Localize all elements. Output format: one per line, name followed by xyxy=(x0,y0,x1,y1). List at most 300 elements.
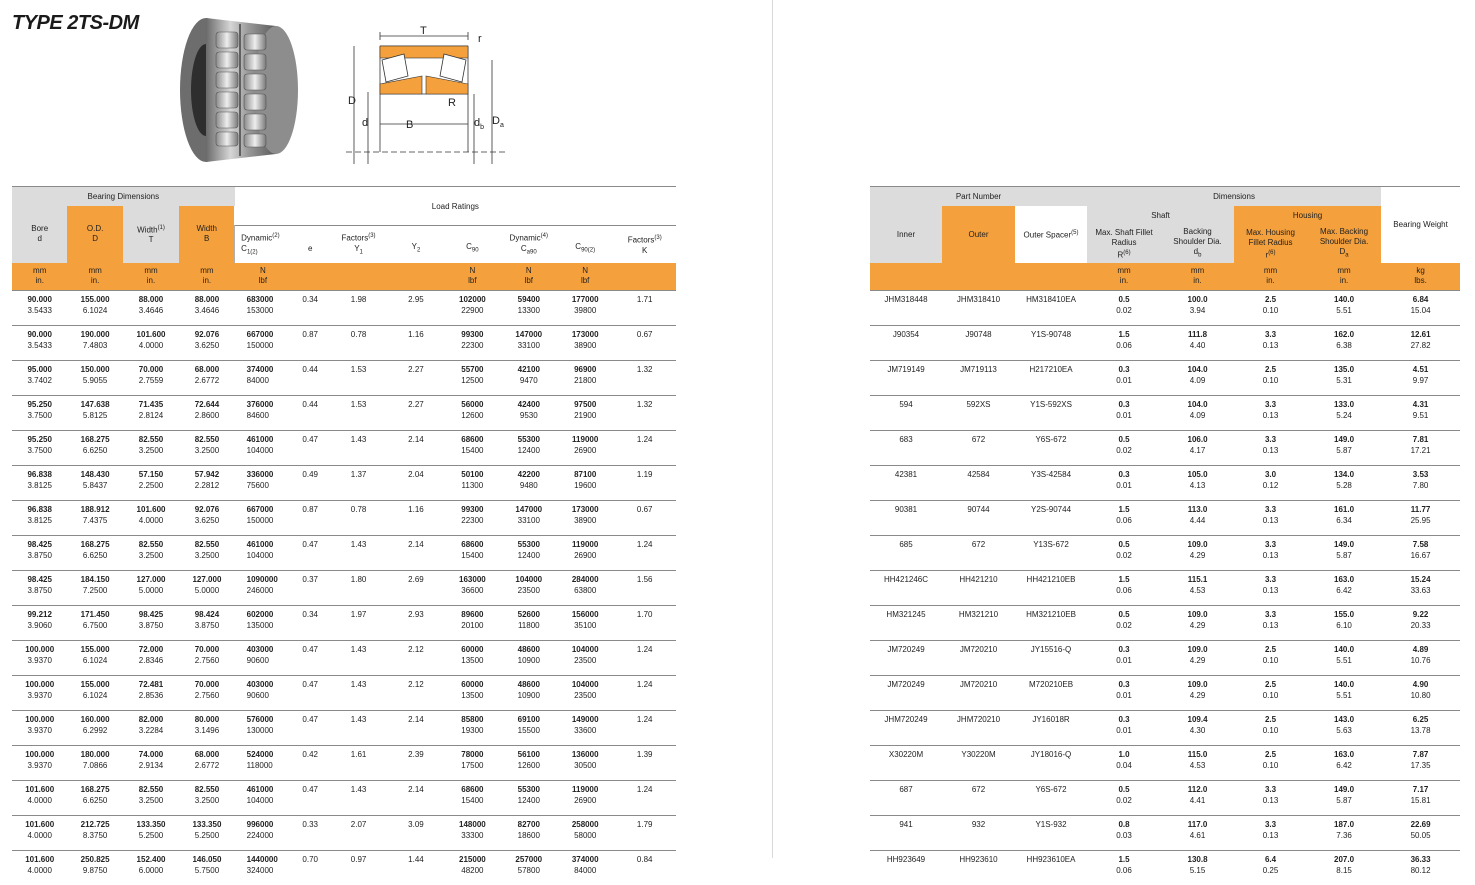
cell-t: 88.000 3.4646 xyxy=(123,290,179,325)
cell-c1: 667000 150000 xyxy=(235,325,291,360)
cell-r: 3.0 0.12 xyxy=(1234,465,1307,500)
cell-k: 1.19 xyxy=(613,465,676,500)
cell-bore: 90.000 3.5433 xyxy=(12,290,67,325)
cell-c1: 996000 224000 xyxy=(235,815,291,850)
cell-c90: 60000 13500 xyxy=(444,640,500,675)
cell-t: 57.150 2.2500 xyxy=(123,465,179,500)
cell-k: 0.84 xyxy=(613,850,676,885)
bearing-photo xyxy=(176,14,304,166)
col-width-t: Width$^{(1)}$ T xyxy=(123,206,179,263)
cell-c902: 173000 38900 xyxy=(557,325,613,360)
table-row xyxy=(870,815,1460,850)
cell-y1: 1.43 xyxy=(329,640,387,675)
cell-k: 0.67 xyxy=(613,500,676,535)
cell-bore: 101.600 4.0000 xyxy=(12,780,67,815)
table-row xyxy=(12,360,676,395)
cell-r: 1.5 0.06 xyxy=(1087,500,1161,535)
cell-ca90: 42100 9470 xyxy=(501,360,557,395)
cell-r: 0.5 0.02 xyxy=(1087,535,1161,570)
cell-e: 0.47 xyxy=(291,780,329,815)
cell-r: 0.5 0.02 xyxy=(1087,605,1161,640)
cell-y2: 3.09 xyxy=(388,815,444,850)
table-row xyxy=(870,570,1460,605)
cell-outer: 592XS xyxy=(942,395,1015,430)
cell-r: 2.5 0.10 xyxy=(1234,640,1307,675)
table-row xyxy=(870,605,1460,640)
cell-e: 0.44 xyxy=(291,395,329,430)
cell-r: 0.3 0.01 xyxy=(1087,675,1161,710)
cell-k: 1.24 xyxy=(613,710,676,745)
cell-y2: 2.12 xyxy=(388,640,444,675)
cell-c902: 104000 23500 xyxy=(557,675,613,710)
cell-c90: 102000 22900 xyxy=(444,290,500,325)
cell-r: 0.5 0.02 xyxy=(1087,780,1161,815)
cell-c1: 667000 150000 xyxy=(235,500,291,535)
cell-outer: 90744 xyxy=(942,500,1015,535)
bearing-cross-section-diagram xyxy=(346,24,510,166)
cell-e: 0.70 xyxy=(291,850,329,885)
table-row xyxy=(12,815,676,850)
col-outer: Outer xyxy=(942,206,1015,263)
cell-e: 0.47 xyxy=(291,675,329,710)
cell-y2: 2.39 xyxy=(388,745,444,780)
cell-inner: 683 xyxy=(870,430,942,465)
cell-y2: 2.93 xyxy=(388,605,444,640)
cell-db: 106.0 4.17 xyxy=(1161,430,1234,465)
cell-da: 163.0 6.42 xyxy=(1307,570,1381,605)
cell-k: 1.39 xyxy=(613,745,676,780)
cell-y2: 1.16 xyxy=(388,325,444,360)
cell-bore: 95.250 3.7500 xyxy=(12,395,67,430)
cell-outer: 672 xyxy=(942,780,1015,815)
cell-k: 1.56 xyxy=(613,570,676,605)
cell-b: 72.644 2.8600 xyxy=(179,395,234,430)
cell-r: 0.3 0.01 xyxy=(1087,465,1161,500)
cell-y2: 2.04 xyxy=(388,465,444,500)
cell-inner: JM720249 xyxy=(870,640,942,675)
cell-e: 0.37 xyxy=(291,570,329,605)
cell-y1: 1.43 xyxy=(329,710,387,745)
cell-r: 0.3 0.01 xyxy=(1087,710,1161,745)
table-row xyxy=(870,500,1460,535)
cell-inner: J90354 xyxy=(870,325,942,360)
cell-t: 70.000 2.7559 xyxy=(123,360,179,395)
cell-r: 0.5 0.02 xyxy=(1087,290,1161,325)
cell-c902: 119000 26900 xyxy=(557,430,613,465)
cell-inner: 90381 xyxy=(870,500,942,535)
cell-t: 152.400 6.0000 xyxy=(123,850,179,885)
cell-outer: JHM720210 xyxy=(942,710,1015,745)
cell-w: 11.77 25.95 xyxy=(1381,500,1460,535)
table-row xyxy=(870,465,1460,500)
cell-da: 149.0 5.87 xyxy=(1307,535,1381,570)
cell-k: 1.24 xyxy=(613,780,676,815)
cell-b: 68.000 2.6772 xyxy=(179,745,234,780)
cell-bore: 100.000 3.9370 xyxy=(12,675,67,710)
cell-y2: 1.16 xyxy=(388,500,444,535)
cell-od: 184.150 7.2500 xyxy=(67,570,122,605)
cell-c90: 68600 15400 xyxy=(444,780,500,815)
cell-y1: 0.97 xyxy=(329,850,387,885)
cell-inner: 42381 xyxy=(870,465,942,500)
cell-c1: 374000 84000 xyxy=(235,360,291,395)
cell-e: 0.33 xyxy=(291,815,329,850)
cell-e: 0.47 xyxy=(291,640,329,675)
cell-c90: 148000 33300 xyxy=(444,815,500,850)
col-max-housing-fillet-radius: Max. Housing Fillet Radius $r^{(6)}$ xyxy=(1234,226,1307,263)
cell-outer: JHM318410 xyxy=(942,290,1015,325)
table-row xyxy=(12,395,676,430)
cell-inner: 685 xyxy=(870,535,942,570)
cell-w: 4.89 10.76 xyxy=(1381,640,1460,675)
cell-od: 168.275 6.6250 xyxy=(67,780,122,815)
cell-bore: 100.000 3.9370 xyxy=(12,640,67,675)
cell-c902: 284000 63800 xyxy=(557,570,613,605)
cell-t: 101.600 4.0000 xyxy=(123,325,179,360)
cell-c902: 258000 58000 xyxy=(557,815,613,850)
cell-y1: 1.98 xyxy=(329,290,387,325)
cell-r: 3.3 0.13 xyxy=(1234,430,1307,465)
cell-da: 187.0 7.36 xyxy=(1307,815,1381,850)
cell-od: 148.430 5.8437 xyxy=(67,465,122,500)
cell-c902: 173000 38900 xyxy=(557,500,613,535)
cell-r: 2.5 0.10 xyxy=(1234,710,1307,745)
cell-inner: JHM318448 xyxy=(870,290,942,325)
cell-t: 82.550 3.2500 xyxy=(123,535,179,570)
cell-e: 0.47 xyxy=(291,710,329,745)
cell-c902: 177000 39800 xyxy=(557,290,613,325)
cell-ca90: 147000 33100 xyxy=(501,500,557,535)
cell-e: 0.42 xyxy=(291,745,329,780)
cell-r: 0.8 0.03 xyxy=(1087,815,1161,850)
cell-db: 109.0 4.29 xyxy=(1161,535,1234,570)
cell-k: 1.32 xyxy=(613,395,676,430)
cell-w: 9.22 20.33 xyxy=(1381,605,1460,640)
cell-w: 7.81 17.21 xyxy=(1381,430,1460,465)
cell-t: 133.350 5.2500 xyxy=(123,815,179,850)
cell-c90: 85800 19300 xyxy=(444,710,500,745)
group-housing: Housing xyxy=(1234,206,1381,226)
cell-c1: 461000 104000 xyxy=(235,430,291,465)
table-row xyxy=(870,675,1460,710)
cell-db: 112.0 4.41 xyxy=(1161,780,1234,815)
table-row xyxy=(12,780,676,815)
cell-bore: 98.425 3.8750 xyxy=(12,570,67,605)
table-row xyxy=(870,395,1460,430)
cell-e: 0.47 xyxy=(291,430,329,465)
cell-r: 3.3 0.13 xyxy=(1234,605,1307,640)
cell-w: 12.61 27.82 xyxy=(1381,325,1460,360)
col-max-shaft-fillet-radius: Max. Shaft Fillet Radius $R^{(6)}$ xyxy=(1087,226,1161,263)
cell-b: 82.550 3.2500 xyxy=(179,535,234,570)
cell-da: 162.0 6.38 xyxy=(1307,325,1381,360)
cell-inner: HH421246C xyxy=(870,570,942,605)
cell-e: 0.87 xyxy=(291,500,329,535)
table-row xyxy=(12,325,676,360)
cell-y2: 2.14 xyxy=(388,780,444,815)
cell-db: 109.4 4.30 xyxy=(1161,710,1234,745)
cell-c902: 136000 30500 xyxy=(557,745,613,780)
cell-db: 109.0 4.29 xyxy=(1161,605,1234,640)
cell-y1: 1.97 xyxy=(329,605,387,640)
cell-y2: 2.27 xyxy=(388,395,444,430)
cell-ca90: 104000 23500 xyxy=(501,570,557,605)
cell-od: 168.275 6.6250 xyxy=(67,535,122,570)
cell-t: 82.000 3.2284 xyxy=(123,710,179,745)
cell-r: 3.3 0.13 xyxy=(1234,535,1307,570)
cell-c90: 163000 36600 xyxy=(444,570,500,605)
cell-outer: HH421210 xyxy=(942,570,1015,605)
cell-da: 133.0 5.24 xyxy=(1307,395,1381,430)
cell-inner: 687 xyxy=(870,780,942,815)
cell-bore: 100.000 3.9370 xyxy=(12,745,67,780)
cell-db: 115.0 4.53 xyxy=(1161,745,1234,780)
col-backing-shoulder-dia: Backing Shoulder Dia. $d_b$ xyxy=(1161,226,1234,263)
diagram-label-d-outer: D xyxy=(348,95,356,107)
cell-od: 180.000 7.0866 xyxy=(67,745,122,780)
cell-b: 98.424 3.8750 xyxy=(179,605,234,640)
cell-r: 1.5 0.06 xyxy=(1087,325,1161,360)
group-load-ratings: Load Ratings xyxy=(431,201,479,211)
cell-e: 0.49 xyxy=(291,465,329,500)
cell-c90: 68600 15400 xyxy=(444,430,500,465)
cell-c1: 524000 118000 xyxy=(235,745,291,780)
cell-k: 1.24 xyxy=(613,640,676,675)
cell-od: 171.450 6.7500 xyxy=(67,605,122,640)
cell-c1: 1090000 246000 xyxy=(235,570,291,605)
cell-ca90: 48600 10900 xyxy=(501,640,557,675)
table-row xyxy=(12,745,676,780)
cell-b: 82.550 3.2500 xyxy=(179,780,234,815)
cell-b: 146.050 5.7500 xyxy=(179,850,234,885)
cell-da: 161.0 6.34 xyxy=(1307,500,1381,535)
cell-od: 155.000 6.1024 xyxy=(67,640,122,675)
cell-b: 57.942 2.2812 xyxy=(179,465,234,500)
cell-od: 212.725 8.3750 xyxy=(67,815,122,850)
col-dynamic-c1: Dynamic$^{(2)}$ $C_{1(2)}$ xyxy=(235,226,291,263)
cell-k: 0.67 xyxy=(613,325,676,360)
cell-c902: 374000 84000 xyxy=(557,850,613,885)
cell-outer: 42584 xyxy=(942,465,1015,500)
table-row xyxy=(870,430,1460,465)
cell-w: 4.51 9.97 xyxy=(1381,360,1460,395)
cell-ca90: 55300 12400 xyxy=(501,780,557,815)
cell-y2: 2.14 xyxy=(388,535,444,570)
cell-w: 7.58 16.67 xyxy=(1381,535,1460,570)
cell-da: 143.0 5.63 xyxy=(1307,710,1381,745)
cell-inner: JM720249 xyxy=(870,675,942,710)
cell-y2: 2.69 xyxy=(388,570,444,605)
cell-r: 2.5 0.10 xyxy=(1234,675,1307,710)
cell-w: 6.25 13.78 xyxy=(1381,710,1460,745)
col-ca90: Dynamic$^{(4)}$ $C_{a90}$ xyxy=(509,233,549,256)
cell-b: 70.000 2.7560 xyxy=(179,640,234,675)
cell-y1: 1.53 xyxy=(329,360,387,395)
table-row xyxy=(870,360,1460,395)
col-k: Factors$^{(3)}$ K xyxy=(627,234,662,255)
cell-db: 113.0 4.44 xyxy=(1161,500,1234,535)
cell-r: 3.3 0.13 xyxy=(1234,815,1307,850)
cell-od: 250.825 9.8750 xyxy=(67,850,122,885)
cell-inner: HM321245 xyxy=(870,605,942,640)
cell-spacer: Y1S-932 xyxy=(1015,815,1087,850)
cell-inner: 594 xyxy=(870,395,942,430)
cell-da: 135.0 5.31 xyxy=(1307,360,1381,395)
cell-db: 100.0 3.94 xyxy=(1161,290,1234,325)
table-row xyxy=(870,850,1460,885)
col-bearing-weight: Bearing Weight xyxy=(1393,219,1448,229)
bearing-dimensions-load-ratings-table xyxy=(12,186,676,885)
cell-db: 105.0 4.13 xyxy=(1161,465,1234,500)
cell-y1: 1.37 xyxy=(329,465,387,500)
cell-y2: 2.27 xyxy=(388,360,444,395)
cell-c1: 403000 90600 xyxy=(235,640,291,675)
cell-w: 22.69 50.05 xyxy=(1381,815,1460,850)
cell-b: 80.000 3.1496 xyxy=(179,710,234,745)
cell-da: 134.0 5.28 xyxy=(1307,465,1381,500)
cell-b: 92.076 3.6250 xyxy=(179,500,234,535)
cell-outer: Y30220M xyxy=(942,745,1015,780)
cell-c902: 96900 21800 xyxy=(557,360,613,395)
cell-c902: 119000 26900 xyxy=(557,535,613,570)
cell-t: 82.550 3.2500 xyxy=(123,780,179,815)
cell-od: 160.000 6.2992 xyxy=(67,710,122,745)
diagram-label-r: r xyxy=(478,33,482,45)
cell-spacer: JY16018R xyxy=(1015,710,1087,745)
cell-y1: 0.78 xyxy=(329,500,387,535)
cell-e: 0.34 xyxy=(291,605,329,640)
cell-outer: JM720210 xyxy=(942,675,1015,710)
table-row xyxy=(12,605,676,640)
cell-c90: 99300 22300 xyxy=(444,500,500,535)
right-table-body xyxy=(870,290,1460,885)
cell-bore: 99.212 3.9060 xyxy=(12,605,67,640)
cell-spacer: Y6S-672 xyxy=(1015,430,1087,465)
cell-c90: 89600 20100 xyxy=(444,605,500,640)
table-row xyxy=(12,640,676,675)
cell-y1: 1.80 xyxy=(329,570,387,605)
cell-ca90: 42200 9480 xyxy=(501,465,557,500)
cell-r: 2.5 0.10 xyxy=(1234,360,1307,395)
cell-t: 72.481 2.8536 xyxy=(123,675,179,710)
cell-e: 0.47 xyxy=(291,535,329,570)
cell-e: 0.44 xyxy=(291,360,329,395)
cell-da: 149.0 5.87 xyxy=(1307,430,1381,465)
cell-r: 0.3 0.01 xyxy=(1087,360,1161,395)
cell-c1: 376000 84600 xyxy=(235,395,291,430)
cell-c1: 602000 135000 xyxy=(235,605,291,640)
cell-k: 1.24 xyxy=(613,535,676,570)
cell-w: 36.33 80.12 xyxy=(1381,850,1460,885)
diagram-label-r-upper: R xyxy=(448,97,456,109)
cell-ca90: 257000 57800 xyxy=(501,850,557,885)
table-row xyxy=(870,640,1460,675)
cell-ca90: 55300 12400 xyxy=(501,535,557,570)
cell-c902: 87100 19600 xyxy=(557,465,613,500)
cell-r: 2.5 0.10 xyxy=(1234,290,1307,325)
diagram-label-t: T xyxy=(420,25,427,37)
cell-k: 1.32 xyxy=(613,360,676,395)
col-od: O.D. D xyxy=(67,206,122,263)
group-shaft: Shaft xyxy=(1087,206,1234,226)
cell-r: 0.3 0.01 xyxy=(1087,395,1161,430)
cell-r: 3.3 0.13 xyxy=(1234,570,1307,605)
diagram-label-da: $D_a$ xyxy=(492,115,504,129)
cell-outer: HH923610 xyxy=(942,850,1015,885)
col-outer-spacer: Outer Spacer$^{(5)}$ xyxy=(1023,229,1079,240)
cell-c90: 56000 12600 xyxy=(444,395,500,430)
cell-w: 6.84 15.04 xyxy=(1381,290,1460,325)
cell-y1: 1.43 xyxy=(329,535,387,570)
cell-od: 168.275 6.6250 xyxy=(67,430,122,465)
table-row xyxy=(870,745,1460,780)
cell-spacer: JY15516-Q xyxy=(1015,640,1087,675)
cell-t: 127.000 5.0000 xyxy=(123,570,179,605)
cell-bore: 96.838 3.8125 xyxy=(12,500,67,535)
cell-c1: 1440000 324000 xyxy=(235,850,291,885)
table-row xyxy=(12,710,676,745)
cell-bore: 98.425 3.8750 xyxy=(12,535,67,570)
cell-k: 1.79 xyxy=(613,815,676,850)
cell-t: 71.435 2.8124 xyxy=(123,395,179,430)
col-bore: Bore d xyxy=(12,206,67,263)
cell-r: 3.3 0.13 xyxy=(1234,780,1307,815)
cell-bore: 100.000 3.9370 xyxy=(12,710,67,745)
cell-b: 70.000 2.7560 xyxy=(179,675,234,710)
cell-ca90: 56100 12600 xyxy=(501,745,557,780)
group-bearing-dimensions: Bearing Dimensions xyxy=(12,187,235,206)
cell-r: 0.5 0.02 xyxy=(1087,430,1161,465)
cell-w: 3.53 7.80 xyxy=(1381,465,1460,500)
cell-spacer: HM318410EA xyxy=(1015,290,1087,325)
col-max-backing-shoulder-dia: Max. Backing Shoulder Dia. $D_a$ xyxy=(1307,226,1381,263)
cell-bore: 101.600 4.0000 xyxy=(12,815,67,850)
cell-bore: 96.838 3.8125 xyxy=(12,465,67,500)
cell-w: 4.90 10.80 xyxy=(1381,675,1460,710)
group-part-number: Part Number xyxy=(870,187,1087,206)
cell-da: 163.0 6.42 xyxy=(1307,745,1381,780)
cell-b: 127.000 5.0000 xyxy=(179,570,234,605)
cell-spacer: Y2S-90744 xyxy=(1015,500,1087,535)
cell-spacer: M720210EB xyxy=(1015,675,1087,710)
col-e: e xyxy=(307,244,313,254)
cell-bore: 90.000 3.5433 xyxy=(12,325,67,360)
cell-t: 74.000 2.9134 xyxy=(123,745,179,780)
cell-bore: 95.000 3.7402 xyxy=(12,360,67,395)
diagram-label-d-bore: d xyxy=(362,117,369,129)
cell-b: 92.076 3.6250 xyxy=(179,325,234,360)
cell-y2: 1.44 xyxy=(388,850,444,885)
cell-da: 155.0 6.10 xyxy=(1307,605,1381,640)
cell-spacer: H217210EA xyxy=(1015,360,1087,395)
cell-db: 117.0 4.61 xyxy=(1161,815,1234,850)
units-row: mm in. mm in. mm in. mm in. N lbf N lbf N lbf N lbf xyxy=(12,263,676,291)
cell-w: 7.87 17.35 xyxy=(1381,745,1460,780)
cell-od: 155.000 6.1024 xyxy=(67,290,122,325)
cell-od: 147.638 5.8125 xyxy=(67,395,122,430)
cell-ca90: 42400 9530 xyxy=(501,395,557,430)
table-row xyxy=(870,290,1460,325)
cell-c1: 461000 104000 xyxy=(235,535,291,570)
cell-w: 15.24 33.63 xyxy=(1381,570,1460,605)
cell-r: 3.3 0.13 xyxy=(1234,500,1307,535)
cell-y1: 1.61 xyxy=(329,745,387,780)
cell-outer: J90748 xyxy=(942,325,1015,360)
cell-c902: 149000 33600 xyxy=(557,710,613,745)
cell-db: 115.1 4.53 xyxy=(1161,570,1234,605)
part-numbers-dimensions-table xyxy=(870,186,1460,885)
cell-r: 1.0 0.04 xyxy=(1087,745,1161,780)
